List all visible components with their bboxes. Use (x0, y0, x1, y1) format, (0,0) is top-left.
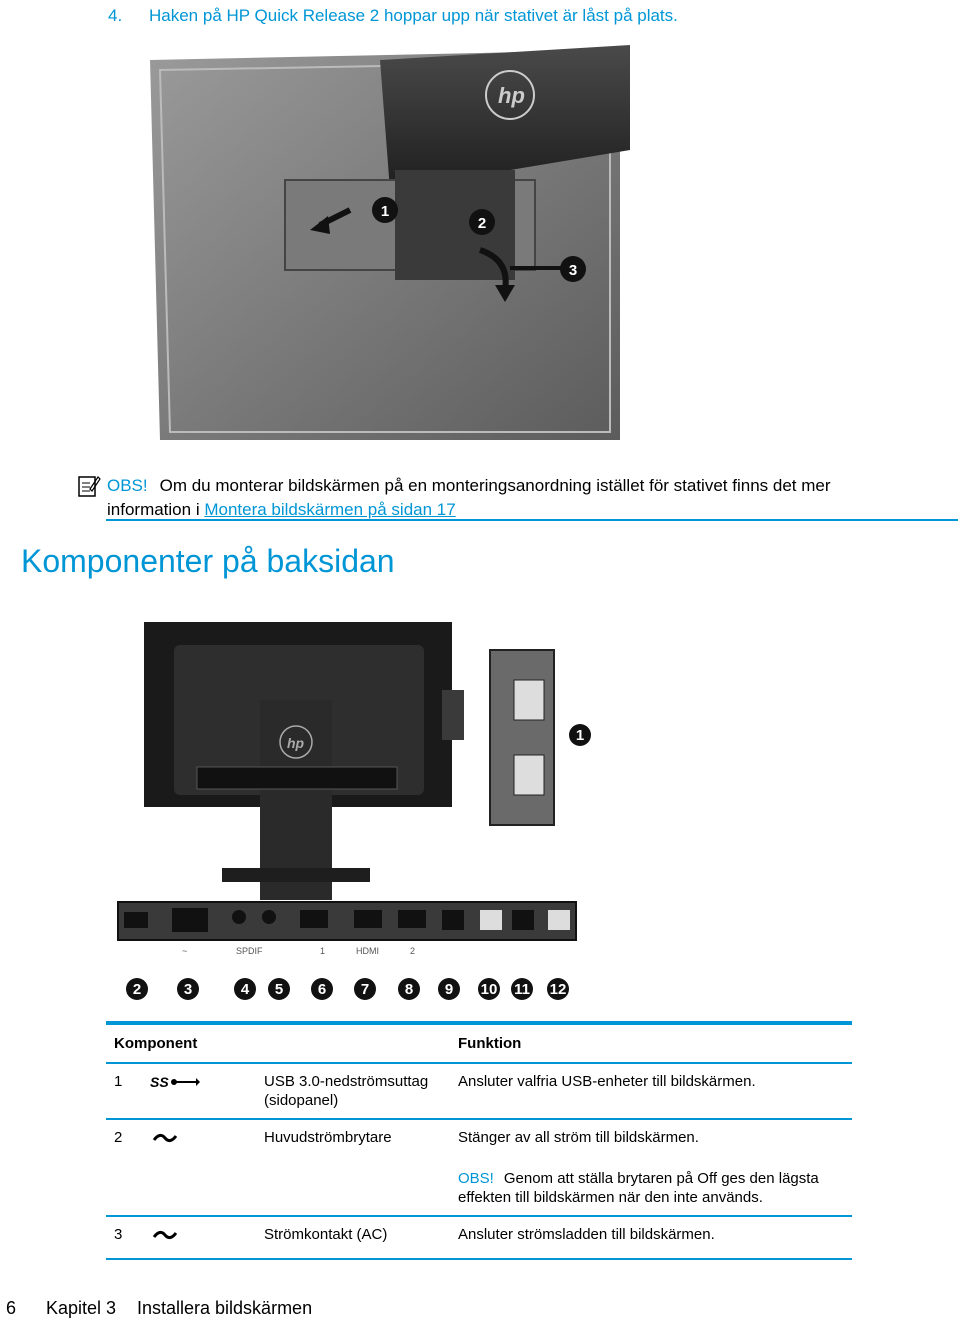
callout-12 (547, 978, 569, 1000)
component-function: Ansluter valfria USB-enheter till bildskärmen. (450, 1063, 852, 1119)
rear-components-figure (112, 620, 585, 1010)
note-label: OBS! (458, 1170, 494, 1187)
chapter-label: Kapitel 3 (46, 1298, 117, 1318)
chapter-title: Installera bildskärmen (137, 1298, 313, 1318)
component-name: Huvudströmbrytare (264, 1129, 392, 1146)
step-text: Haken på HP Quick Release 2 hoppar upp när stativet är låst på plats. (149, 6, 678, 25)
svg-text:2: 2 (132, 981, 142, 998)
table-row-note (106, 1161, 852, 1216)
callout-3 (177, 978, 199, 1000)
svg-text:5: 5 (274, 981, 284, 998)
component-note (450, 1161, 852, 1216)
svg-text:3: 3 (183, 981, 193, 998)
svg-text:hp: hp (498, 83, 525, 108)
note-link[interactable]: Montera bildskärmen på sidan 17 (204, 500, 456, 519)
svg-text:7: 7 (360, 981, 370, 998)
row-number: 3 (106, 1216, 142, 1259)
svg-text:3: 3 (568, 262, 578, 279)
ac-power-icon (150, 1225, 180, 1245)
svg-text:1: 1 (320, 946, 326, 956)
side-panel (490, 650, 554, 825)
svg-text:1: 1 (380, 203, 390, 220)
callout-4 (234, 978, 256, 1000)
callout-6 (311, 978, 333, 1000)
table-row (106, 1216, 852, 1259)
svg-text:12: 12 (549, 981, 567, 998)
note-divider (106, 519, 958, 521)
table-row (106, 1063, 852, 1119)
header-function: Funktion (450, 1023, 852, 1063)
note-text-line2: information i (107, 500, 205, 519)
header-component: Komponent (106, 1023, 450, 1063)
note-text: Om du monterar bildskärmen på en monteringsanordning istället för stativet finns det mer (159, 476, 831, 495)
note-icon (78, 474, 100, 498)
callout-5 (268, 978, 290, 1000)
svg-text:HDMI: HDMI (356, 946, 379, 956)
svg-text:8: 8 (404, 981, 414, 998)
callout-10 (478, 978, 500, 1000)
svg-text:2: 2 (477, 215, 487, 232)
callout-11 (511, 978, 533, 1000)
step-number: 4. (108, 6, 123, 25)
svg-text:1: 1 (575, 727, 585, 744)
component-name: Strömkontakt (AC) (256, 1216, 450, 1259)
note-text: Genom att ställa brytaren på Off ges den lägsta effekten till bildskärmen när den inte används. (458, 1170, 819, 1206)
stand-attachment-figure (150, 40, 640, 450)
svg-text:9: 9 (444, 981, 454, 998)
section-title: Komponenter på baksidan (21, 543, 395, 579)
row-number: 1 (106, 1063, 142, 1119)
component-function: Stänger av all ström till bildskärmen. (458, 1129, 699, 1146)
row-number: 2 (114, 1129, 123, 1146)
callout-2 (469, 209, 495, 235)
components-table (106, 1021, 852, 1260)
usb-port-top (514, 680, 544, 720)
svg-text:hp: hp (287, 735, 305, 751)
note-label: OBS! (107, 476, 148, 495)
callout-3 (560, 256, 586, 282)
component-function: Ansluter strömsladden till bildskärmen. (450, 1216, 852, 1259)
svg-text:10: 10 (480, 981, 498, 998)
component-name: USB 3.0-nedströmsuttag (sidopanel) (256, 1063, 450, 1119)
usb-superspeed-icon (150, 1072, 200, 1092)
svg-text:SPDIF: SPDIF (236, 946, 263, 956)
table-row (106, 1119, 852, 1161)
svg-text:11: 11 (514, 981, 530, 998)
stand-base (222, 868, 370, 882)
callout-9 (438, 978, 460, 1000)
table-header-row (106, 1023, 852, 1063)
usb-port-bottom (514, 755, 544, 795)
callout-8 (398, 978, 420, 1000)
callout-1 (372, 197, 398, 223)
svg-text:2: 2 (410, 946, 416, 956)
page-number: 6 (6, 1298, 17, 1318)
svg-text:4: 4 (240, 981, 250, 998)
ac-power-icon (150, 1128, 180, 1148)
callout-2 (126, 978, 148, 1000)
svg-text:~: ~ (182, 946, 188, 956)
svg-text:6: 6 (317, 981, 327, 998)
svg-text:SS: SS (150, 1074, 169, 1090)
callout-1 (569, 724, 591, 746)
callout-7 (354, 978, 376, 1000)
